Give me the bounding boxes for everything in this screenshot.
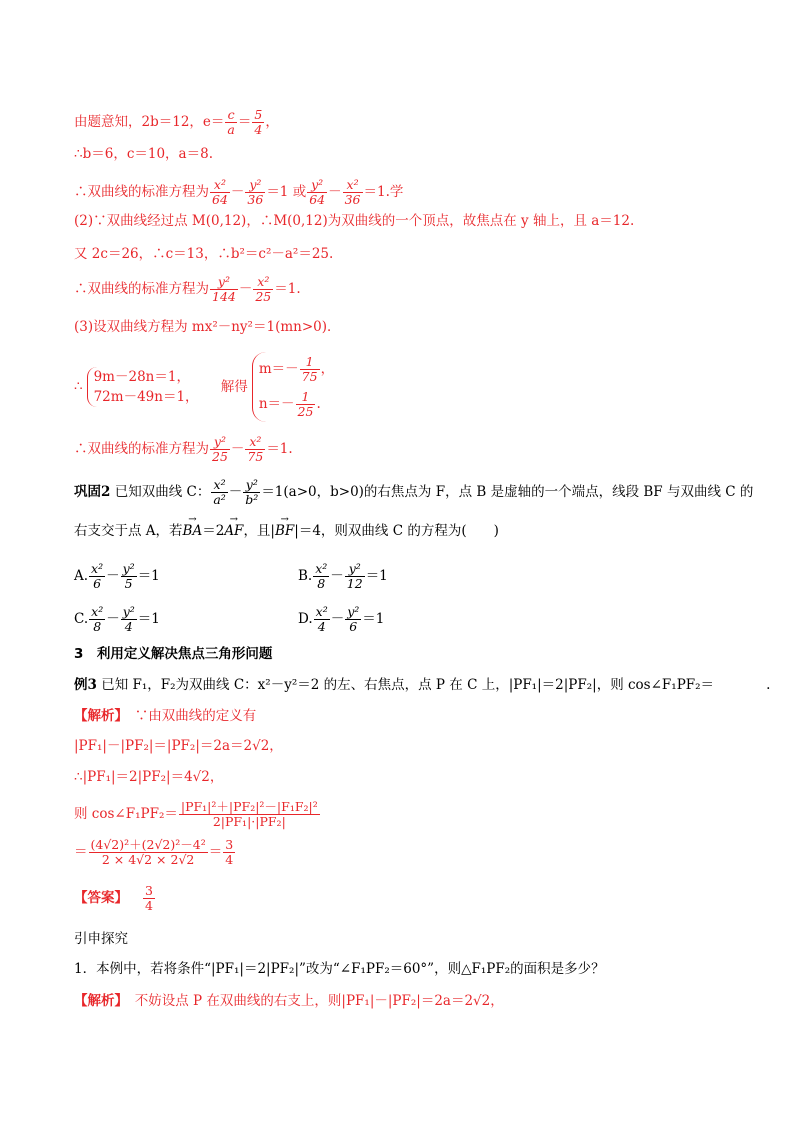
solution-line-8: ∴ 9m－28n＝1， 72m－49n＝1， 解得 m＝－ $\frac{1}{75}$ ， n＝－ $\frac{1}{25}$ . [74, 352, 338, 422]
extension-question-1: 1．本例中，若将条件“|PF₁|＝2|PF₂|”改为“∠F₁PF₂＝60°”，则△F₁PF₂的面积是多少？ [74, 961, 605, 977]
solution-line-4: (2)∵双曲线经过点 M(0,12)，∴M(0,12)为双曲线的一个顶点，故焦点在 y 轴上，且 a＝12. [74, 213, 635, 229]
analysis-line-4: ＝ $\frac{\text{(4√2)²＋(2√2)²－4²}}{2 \times 4√2 \times 2√2}$ ＝ $\frac{3}{4}$ [74, 837, 234, 867]
solution-line-2: ∴b＝6，c＝10，a＝8. [74, 146, 213, 162]
solution-line-1: 由题意知，2b＝12，e＝ $\frac{c}{a}$ ＝ $\frac{5}{4}$ ， [74, 107, 279, 137]
fraction-c-over-a: $\frac{c}{a}$ [227, 107, 235, 137]
solution-line-7: (3)设双曲线方程为 mx²－ny²＝1(mn>0)． [74, 319, 341, 335]
option-c[interactable]: C. $\frac{\text{x²}}{8}$ － $\frac{\text{y²}}{4}$ ＝1 [74, 604, 160, 634]
practice-2-line-1: 巩固2 已知双曲线 C： $\frac{\text{x²}}{\text{a²}}$ － $\frac{\text{y²}}{\text{b²}}$ ＝1(a>0，b>0)的右焦点为 F，点 B 是虚轴的一个端点，线段 BF 与双曲线 C 的 [74, 477, 754, 507]
example-3-analysis: 【解析】 ∵由双曲线的定义有 [74, 708, 257, 724]
section-3-heading: 3 利用定义解决焦点三角形问题 [74, 646, 273, 662]
extension-title: 引申探究 [74, 931, 128, 947]
example-3-answer: 【答案】 $\frac{3}{4}$ [74, 883, 153, 913]
solution-line-9: ∴双曲线的标准方程为 $\frac{\text{y²}}{25}$ － $\frac{\text{x²}}{75}$ ＝1. [74, 434, 293, 464]
analysis-line-2: ∴|PF₁|＝2|PF₂|＝4√2， [74, 769, 224, 785]
example-3-question: 例3 已知 F₁，F₂为双曲线 C：x²－y²＝2 的左、右焦点，点 P 在 C 上，|PF₁|＝2|PF₂|，则 cos∠F₁PF₂＝ . [74, 677, 771, 693]
document-page [74, 0, 771, 1123]
solution-line-6: ∴双曲线的标准方程为 $\frac{\text{y²}}{144}$ － $\frac{\text{x²}}{25}$ ＝1. [74, 274, 301, 304]
solution-line-3: ∴双曲线的标准方程为 $\frac{\text{x²}}{64}$ － $\frac{\text{y²}}{36}$ ＝1 或 $\frac{\text{y²}}{64}$ － $\frac{\text{x²}}{36}$ ＝1.学 [74, 177, 404, 207]
option-d[interactable]: D. $\frac{\text{x²}}{4}$ － $\frac{\text{y²}}{6}$ ＝1 [298, 604, 385, 634]
option-b[interactable]: B. $\frac{\text{x²}}{8}$ － $\frac{\text{y²}}{12}$ ＝1 [298, 561, 388, 591]
fraction-5-over-4: $\frac{5}{4}$ [254, 107, 263, 137]
equation-system: 9m－28n＝1， 72m－49n＝1， [87, 367, 199, 407]
extension-analysis: 【解析】 不妨设点 P 在双曲线的右支上，则|PF₁|－|PF₂|＝2a＝2√2， [74, 993, 504, 1009]
solution-line-5: 又 2c＝26，∴c＝13，∴b²＝c²－a²＝25. [74, 246, 334, 262]
option-a[interactable]: A. $\frac{\text{x²}}{6}$ － $\frac{\text{y²}}{5}$ ＝1 [74, 561, 160, 591]
solution-system: m＝－ $\frac{1}{75}$ ， n＝－ $\frac{1}{25}$ . [252, 352, 334, 422]
analysis-line-3: 则 cos∠F₁PF₂＝ $\frac{\text{|PF₁|²＋|PF₂|²－|F₁F₂|²}}{\text{2|PF₁|·|PF₂|}}$ [74, 799, 318, 829]
practice-2-line-2: 右支交于点 A，若→ BA＝2→ AF，且|→ BF|＝4，则双曲线 C 的方程为( ) [74, 522, 499, 540]
analysis-line-1: |PF₁|－|PF₂|＝|PF₂|＝2a＝2√2， [74, 738, 283, 754]
